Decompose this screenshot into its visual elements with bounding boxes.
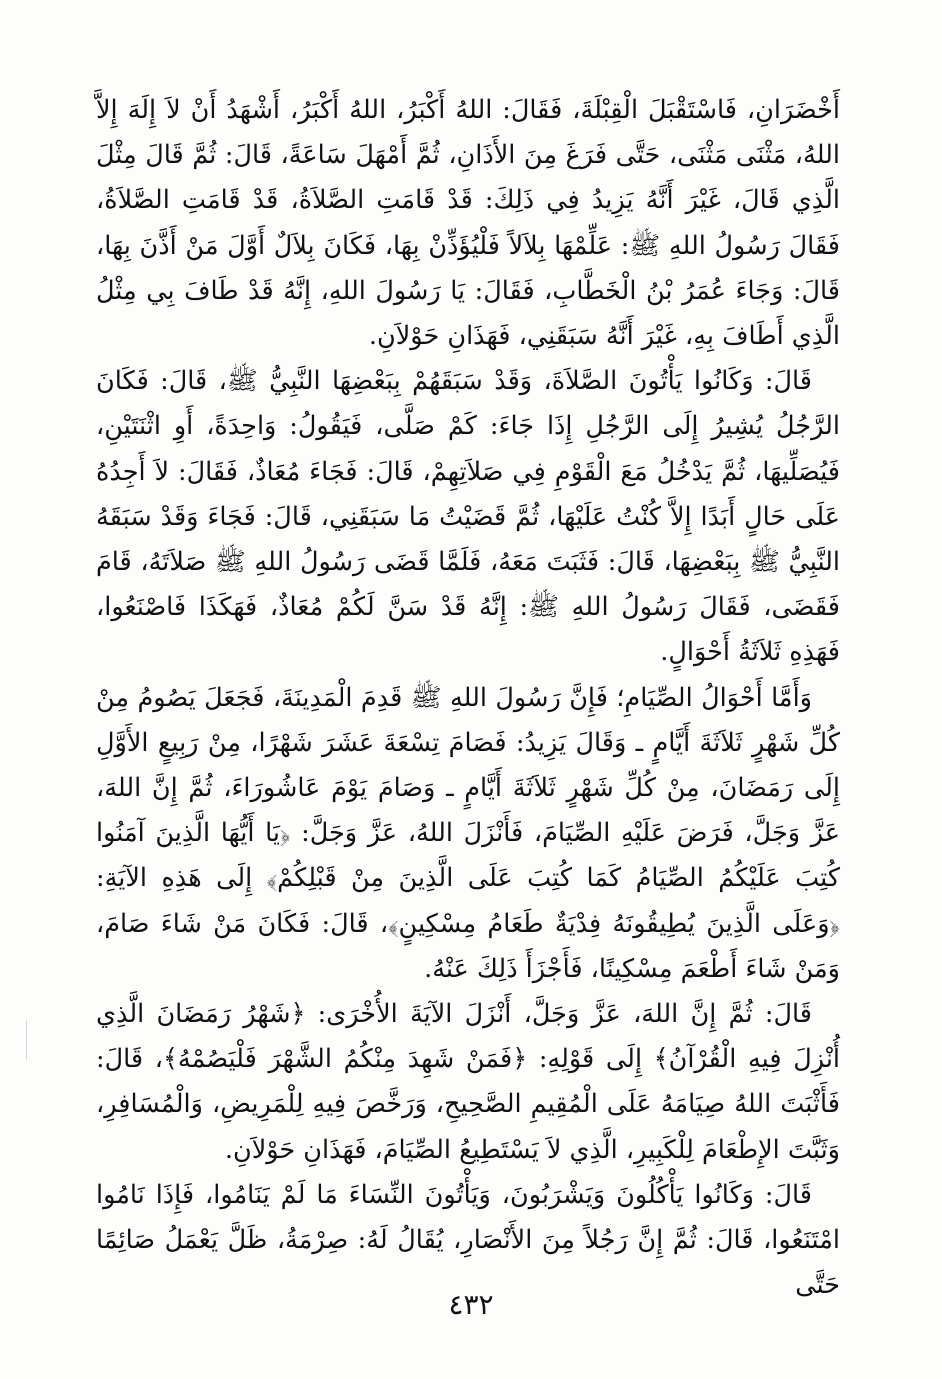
page-number: ٤٣٢ (448, 1288, 494, 1321)
scan-margin-mark (26, 1020, 27, 1060)
paragraph-1: أَخْضَرَانِ، فَاسْتَقْبَلَ الْقِبْلَةَ، فَقَالَ: اللهُ أَكْبَرُ، اللهُ أَكْبَرُ، أَشْهَدُ أَنْ لاَ إِلَهَ إِلاَّ اللهُ، مَثْنَى مَثْنَى، حَتَّى فَرَغَ مِنَ الأَذَانِ، ثُمَّ أَمْهَلَ سَاعَةً، قَالَ: ثُمَّ قَالَ مِثْلَ الَّذِي قَالَ، غَيْرَ أَنَّهُ يَزِيدُ فِي ذَلِكَ: قَدْ قَامَتِ الصَّلاَةُ، قَدْ قَامَتِ الصَّلاَةُ، فَقَالَ رَسُولُ اللهِ ﷺ: عَلِّمْهَا بِلاَلاً فَلْيُؤَذِّنْ بِهَا، فَكَانَ بِلاَلٌ أَوَّلَ مَنْ أَذَّنَ بِهَا، قَالَ: وَجَاءَ عُمَرُ بْنُ الْخَطَّابِ، فَقَالَ: يَا رَسُولَ اللهِ، إِنَّهُ قَدْ طَافَ بِي مِثْلُ الَّذِي أَطَافَ بِهِ، غَيْرَ أَنَّهُ سَبَقَنِي، فَهَذَانِ حَوْلاَنِ. (96, 95, 840, 352)
page-body-text (96, 88, 840, 1308)
paragraph-4: قَالَ: ثُمَّ إِنَّ اللهَ، عَزَّ وَجَلَّ، أَنْزَلَ الآيَةَ الأُخْرَى: ﴿شَهْرُ رَمَضَانَ الَّذِي أُنْزِلَ فِيهِ الْقُرْآنُ﴾ إِلَى قَوْلِهِ: ﴿فَمَنْ شَهِدَ مِنْكُمُ الشَّهْرَ فَلْيَصُمْهُ﴾، قَالَ: فَأَثْبَتَ اللهُ صِيَامَهُ عَلَى الْمُقِيمِ الصَّحِيحِ، وَرَخَّصَ فِيهِ لِلْمَرِيضِ، وَالْمُسَافِرِ، وَثَبَّتَ الإِطْعَامَ لِلْكَبِيرِ، الَّذِي لاَ يَسْتَطِيعُ الصِّيَامَ، فَهَذَانِ حَوْلاَنِ. (96, 999, 840, 1165)
paragraph-3: وَأَمَّا أَحْوَالُ الصِّيَامِ؛ فَإِنَّ رَسُولَ اللهِ ﷺ قَدِمَ الْمَدِينَةَ، فَجَعَلَ يَصُومُ مِنْ كُلِّ شَهْرٍ ثَلاَثَةَ أَيَّامٍ ـ وَقَالَ يَزِيدُ: فَصَامَ تِسْعَةَ عَشَرَ شَهْرًا، مِنْ رَبِيعٍ الأَوَّلِ إِلَى رَمَضَانَ، مِنْ كُلِّ شَهْرٍ ثَلاَثَةَ أَيَّامٍ ـ وَصَامَ يَوْمَ عَاشُورَاءَ، ثُمَّ إِنَّ اللهَ، عَزَّ وَجَلَّ، فَرَضَ عَلَيْهِ الصِّيَامَ، فَأَنْزَلَ اللهُ، عَزَّ وَجَلَّ: ﴿يَا أَيُّهَا الَّذِينَ آمَنُوا كُتِبَ عَلَيْكُمُ الصِّيَامُ كَمَا كُتِبَ عَلَى الَّذِينَ مِنْ قَبْلِكُمْ﴾ إِلَى هَذِهِ الآيَةِ: ﴿وَعَلَى الَّذِينَ يُطِيقُونَهُ فِدْيَةٌ طَعَامُ مِسْكِينٍ﴾، قَالَ: فَكَانَ مَنْ شَاءَ صَامَ، وَمَنْ شَاءَ أَطْعَمَ مِسْكِينًا، فَأَجْزَأَ ذَلِكَ عَنْهُ. (96, 682, 840, 984)
paragraph-5: قَالَ: وَكَانُوا يَأْكُلُونَ وَيَشْرَبُونَ، وَيَأْتُونَ النِّسَاءَ مَا لَمْ يَنَامُوا، فَإِذَا نَامُوا امْتَنَعُوا، قَالَ: ثُمَّ إِنَّ رَجُلاً مِنَ الأَنْصَارِ، يُقَالُ لَهُ: صِرْمَةُ، ظَلَّ يَعْمَلُ صَائِمًا حَتَّى (96, 1179, 840, 1301)
paragraph-2: قَالَ: وَكَانُوا يَأْتُونَ الصَّلاَةَ، وَقَدْ سَبَقَهُمْ بِبَعْضِهَا النَّبِيُّ ﷺ، قَالَ: فَكَانَ الرَّجُلُ يُشِيرُ إِلَى الرَّجُلِ إِذَا جَاءَ: كَمْ صَلَّى، فَيَقُولُ: وَاحِدَةً، أَوِ اثْنَتَيْنِ، فَيُصَلِّيهَا، ثُمَّ يَدْخُلُ مَعَ الْقَوْمِ فِي صَلاَتِهِمْ، قَالَ: فَجَاءَ مُعَاذٌ، فَقَالَ: لاَ أَجِدُهُ عَلَى حَالٍ أَبَدًا إِلاَّ كُنْتُ عَلَيْهَا، ثُمَّ قَضَيْتُ مَا سَبَقَنِي، قَالَ: فَجَاءَ وَقَدْ سَبَقَهُ النَّبِيُّ ﷺ بِبَعْضِهَا، قَالَ: فَثَبَتَ مَعَهُ، فَلَمَّا قَضَى رَسُولُ اللهِ ﷺ صَلاَتَهُ، قَامَ فَقَضَى، فَقَالَ رَسُولُ اللهِ ﷺ: إِنَّهُ قَدْ سَنَّ لَكُمْ مُعَاذٌ، فَهَكَذَا فَاصْنَعُوا، فَهَذِهِ ثَلاَثَةُ أَحْوَالٍ. (96, 366, 840, 668)
